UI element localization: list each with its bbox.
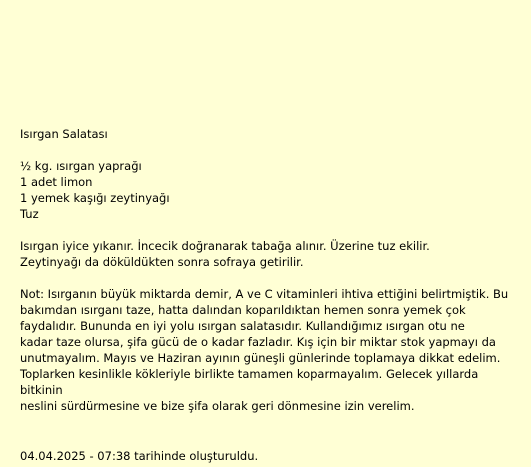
instructions-paragraph bbox=[20, 238, 520, 270]
ingredient-item: Tuz bbox=[20, 207, 39, 221]
note-paragraph bbox=[20, 286, 520, 414]
recipe-content bbox=[20, 126, 520, 430]
instructions-line: Zeytinyağı da döküldükten sonra sofraya getirilir. bbox=[20, 255, 304, 269]
note-line: kadar taze olursa, şifa gücü de o kadar fazladır. Kış için bir miktar stok yapmayı da bbox=[20, 335, 496, 349]
instructions-line: Isırgan iyice yıkanır. İncecik doğranarak tabağa alınır. Üzerine tuz ekilir. bbox=[20, 239, 430, 253]
note-line: Toplarken kesinlikle kökleriyle birlikte tamamen koparmayalım. Gelecek yıllarda bitkinin bbox=[20, 367, 479, 397]
ingredient-item: 1 yemek kaşığı zeytinyağı bbox=[20, 191, 170, 205]
note-line: bakımdan ısırganı taze, hatta dalından koparıldıktan hemen sonra yemek çok bbox=[20, 303, 466, 317]
ingredient-item: 1 adet limon bbox=[20, 175, 93, 189]
ingredient-item: ½ kg. ısırgan yaprağı bbox=[20, 159, 142, 173]
created-timestamp: 04.04.2025 - 07:38 tarihinde oluşturuldu. bbox=[20, 449, 259, 463]
note-line: neslini sürdürmesine ve bize şifa olarak geri dönmesine izin verelim. bbox=[20, 399, 415, 413]
ingredient-list bbox=[20, 158, 520, 222]
note-line: faydalıdır. Bununda en iyi yolu ısırgan salatasıdır. Kullandığımız ısırgan otu ne bbox=[20, 319, 465, 333]
note-line: unutmayalım. Mayıs ve Haziran ayının güneşli günlerinde toplamaya dikkat edelim. bbox=[20, 351, 501, 365]
recipe-title: Isırgan Salatası bbox=[20, 127, 108, 141]
note-line: Not: Isırganın büyük miktarda demir, A ve C vitaminleri ihtiva ettiğini belirtmiştik. Bu bbox=[20, 287, 509, 301]
